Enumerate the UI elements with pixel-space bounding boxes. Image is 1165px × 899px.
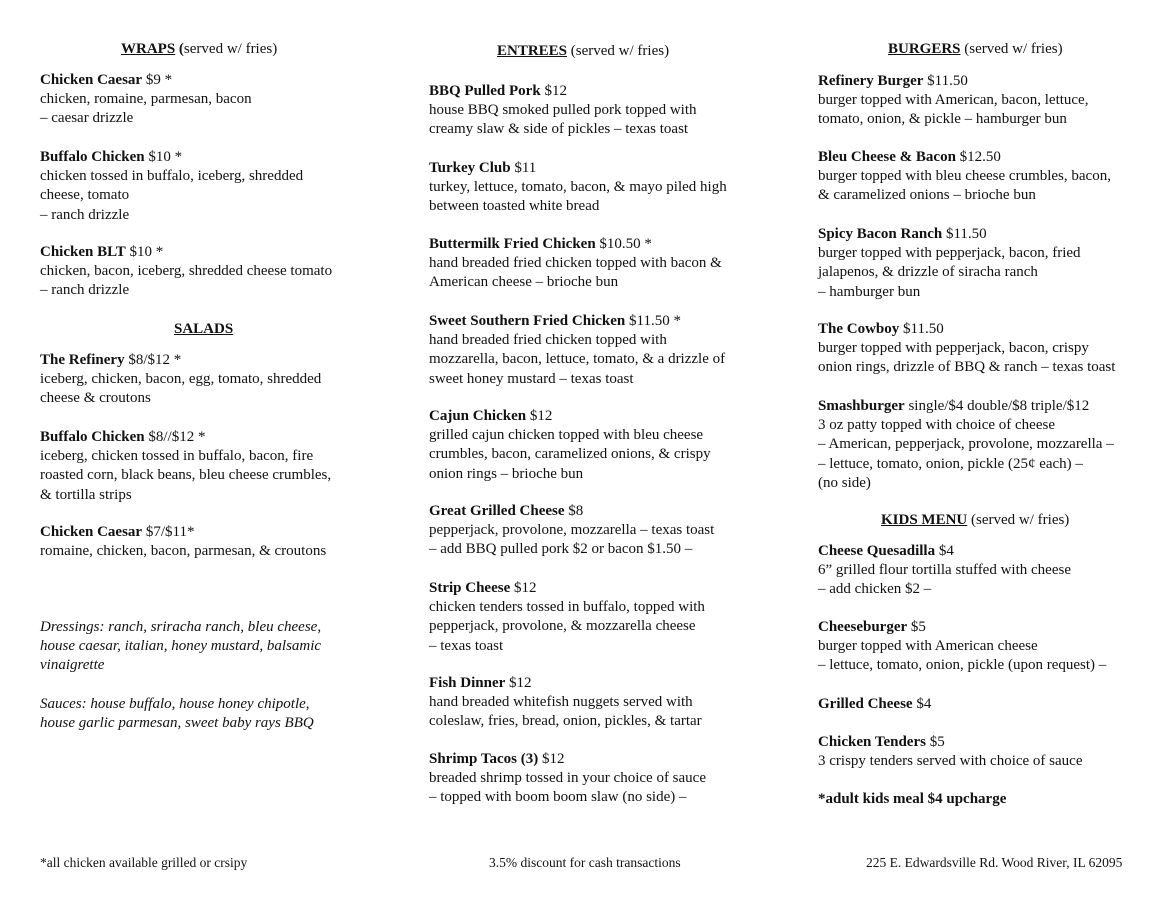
item-name: BBQ Pulled Pork <box>429 83 541 99</box>
item-name: Great Grilled Cheese <box>429 503 565 519</box>
item-desc: burger topped with pepperjack, bacon, fried <box>818 245 1081 262</box>
item-desc: 3 oz patty topped with choice of cheese <box>818 417 1055 434</box>
salads-title: SALADS <box>174 321 234 337</box>
item-desc: tomato, onion, & pickle – hamburger bun <box>818 111 1067 128</box>
wraps-heading <box>121 40 277 59</box>
item-desc: – add BBQ pulled pork $2 or bacon $1.50 – <box>429 541 693 558</box>
entrees-subtitle: (served w/ fries) <box>567 43 670 59</box>
item-desc: jalapenos, & drizzle of siracha ranch <box>818 264 1038 281</box>
item-desc: between toasted white bread <box>429 198 600 215</box>
dressings-note <box>40 618 321 676</box>
item-price: $8/$12 * <box>124 352 182 368</box>
dressings-line: vinaigrette <box>40 657 105 674</box>
item-price: single/$4 double/$8 triple/$12 <box>904 398 1090 414</box>
menu-item-the-cowboy <box>818 320 1115 378</box>
item-name: The Refinery <box>40 352 125 368</box>
menu-item-shrimp-tacos <box>429 750 706 808</box>
dressings-line: Dressings: ranch, sriracha ranch, bleu cheese, <box>40 619 322 635</box>
item-price: $5 <box>907 619 926 635</box>
item-name: Buffalo Chicken <box>40 429 145 445</box>
item-desc: coleslaw, fries, bread, onion, pickles, & tartar <box>429 713 702 730</box>
item-price: $11.50 * <box>625 313 681 329</box>
menu-item-spicy-bacon-ranch <box>818 225 1081 302</box>
menu-item-smashburger <box>818 397 1114 493</box>
item-desc: hand breaded fried chicken topped with bacon & <box>429 255 722 272</box>
item-desc: breaded shrimp tossed in your choice of sauce <box>429 770 706 787</box>
item-price: $4 <box>912 696 932 712</box>
menu-item-bbq-pulled-pork <box>429 82 696 140</box>
item-name: Spicy Bacon Ranch <box>818 226 943 242</box>
menu-item-fish-dinner <box>429 674 702 732</box>
item-desc: chicken, bacon, iceberg, shredded cheese tomato <box>40 263 333 280</box>
item-price: $11 <box>510 160 537 176</box>
item-desc: – topped with boom boom slaw (no side) – <box>429 789 687 806</box>
entrees-title: ENTREES <box>497 43 568 59</box>
item-desc: romaine, chicken, bacon, parmesan, & croutons <box>40 543 327 560</box>
menu-item-wrap-chicken-caesar <box>40 71 252 129</box>
item-name: Refinery Burger <box>818 73 924 89</box>
sauces-note <box>40 695 314 733</box>
kids-menu-subtitle: (served w/ fries) <box>967 512 1070 528</box>
item-name: Chicken Caesar <box>40 524 143 540</box>
burgers-heading <box>888 40 1063 59</box>
menu-item-chicken-tenders <box>818 733 1083 771</box>
item-desc: onion rings – brioche bun <box>429 465 584 482</box>
item-desc: 3 crispy tenders served with choice of sauce <box>818 753 1083 770</box>
item-name: Cheeseburger <box>818 619 908 635</box>
item-price: $12 <box>540 83 567 99</box>
menu-item-strip-cheese <box>429 579 705 656</box>
item-desc: – caesar drizzle <box>40 110 134 127</box>
item-desc: pepperjack, provolone, & mozzarella cheese <box>429 618 696 635</box>
item-desc: mozzarella, bacon, lettuce, tomato, & a drizzle of <box>429 351 726 368</box>
item-desc: onion rings, drizzle of BBQ & ranch – texas toast <box>818 359 1116 376</box>
item-desc: – texas toast <box>429 637 504 654</box>
item-price: $12.50 <box>955 149 1001 165</box>
item-desc: grilled cajun chicken topped with bleu cheese <box>429 427 704 444</box>
wraps-subtitle: served w/ fries) <box>183 41 278 57</box>
item-name: Turkey Club <box>429 160 511 176</box>
item-price: $10 * <box>125 244 164 260</box>
burgers-subtitle: (served w/ fries) <box>960 41 1063 57</box>
item-name: Cajun Chicken <box>429 408 527 424</box>
menu-item-salad-buffalo-chicken <box>40 428 331 505</box>
item-price: $10.50 * <box>595 236 652 252</box>
item-desc: hand breaded fried chicken topped with <box>429 332 667 349</box>
item-desc: chicken tenders tossed in buffalo, topped with <box>429 599 705 616</box>
item-price: $9 * <box>142 72 173 88</box>
sauces-line: Sauces: house buffalo, house honey chipotle, <box>40 696 310 712</box>
item-price: $12 <box>510 580 537 596</box>
footer-cash-discount: 3.5% discount for cash transactions <box>489 855 681 870</box>
sauces-line: house garlic parmesan, sweet baby rays BBQ <box>40 715 314 732</box>
item-name: Fish Dinner <box>429 675 506 691</box>
menu-item-cheese-quesadilla <box>818 542 1071 600</box>
item-price: $7/$11* <box>142 524 195 540</box>
item-desc: – hamburger bun <box>818 283 921 300</box>
item-desc: pepperjack, provolone, mozzarella – texas toast <box>429 522 715 539</box>
item-desc: roasted corn, black beans, bleu cheese crumbles, <box>40 467 332 484</box>
wraps-paren: ( <box>175 41 184 57</box>
item-desc: cheese & croutons <box>40 390 151 407</box>
item-price: $12 <box>538 751 565 767</box>
item-desc: – add chicken $2 – <box>818 581 932 598</box>
item-desc: burger topped with bleu cheese crumbles, bacon, <box>818 168 1111 185</box>
item-desc: burger topped with American, bacon, lettuce, <box>818 92 1089 109</box>
item-desc: creamy slaw & side of pickles – texas toast <box>429 121 689 138</box>
menu-item-cajun-chicken <box>429 407 711 484</box>
menu-item-kids-cheeseburger <box>818 618 1106 676</box>
item-name: Smashburger <box>818 398 905 414</box>
item-desc: – lettuce, tomato, onion, pickle (upon request) – <box>818 657 1107 674</box>
menu-item-great-grilled-cheese <box>429 502 714 560</box>
item-name: Shrimp Tacos (3) <box>429 751 539 767</box>
item-desc: hand breaded whitefish nuggets served with <box>429 694 693 711</box>
salads-heading <box>174 320 233 339</box>
item-price: $8 <box>564 503 584 519</box>
menu-item-buttermilk-fried-chicken <box>429 235 722 293</box>
item-name: Chicken Tenders <box>818 734 926 750</box>
item-price: $4 <box>935 543 954 559</box>
item-desc: cheese, tomato <box>40 187 130 204</box>
menu-item-bleu-cheese-bacon <box>818 148 1111 206</box>
item-desc: chicken, romaine, parmesan, bacon <box>40 91 252 108</box>
item-name: Chicken BLT <box>40 244 126 260</box>
item-desc: iceberg, chicken, bacon, egg, tomato, shredded <box>40 371 322 388</box>
item-name: Chicken Caesar <box>40 72 143 88</box>
kids-upcharge-note <box>818 790 1006 809</box>
item-price: $10 * <box>144 149 183 165</box>
item-name: Buffalo Chicken <box>40 149 145 165</box>
item-price: $12 <box>526 408 553 424</box>
menu-item-wrap-buffalo-chicken <box>40 148 303 225</box>
item-price: $5 <box>925 734 945 750</box>
item-desc: – lettuce, tomato, onion, pickle (25¢ each) – <box>818 455 1083 472</box>
entrees-heading <box>497 42 669 61</box>
item-desc: – American, pepperjack, provolone, mozzarella – <box>818 436 1114 453</box>
kids-menu-heading <box>881 511 1069 530</box>
item-desc: burger topped with American cheese <box>818 638 1038 655</box>
item-price: $12 <box>505 675 532 691</box>
kids-menu-title: KIDS MENU <box>881 512 968 528</box>
item-desc: turkey, lettuce, tomato, bacon, & mayo piled high <box>429 179 727 196</box>
item-name: Cheese Quesadilla <box>818 543 936 559</box>
footer-chicken-note: *all chicken available grilled or crsipy <box>40 855 248 870</box>
item-desc: – ranch drizzle <box>40 206 130 223</box>
dressings-line: house caesar, italian, honey mustard, balsamic <box>40 638 322 655</box>
item-desc: burger topped with pepperjack, bacon, crispy <box>818 340 1089 357</box>
item-desc: sweet honey mustard – texas toast <box>429 370 634 387</box>
item-name: The Cowboy <box>818 321 900 337</box>
item-name: Sweet Southern Fried Chicken <box>429 313 626 329</box>
item-desc: crumbles, bacon, caramelized onions, & crispy <box>429 446 711 463</box>
item-desc: & caramelized onions – brioche bun <box>818 187 1036 204</box>
menu-item-refinery-burger <box>818 72 1088 130</box>
item-price: $11.50 <box>923 73 968 89</box>
item-desc: (no side) <box>818 474 871 491</box>
item-name: Grilled Cheese <box>818 696 913 712</box>
menu-item-wrap-chicken-blt <box>40 243 332 301</box>
menu-item-turkey-club <box>429 159 727 217</box>
wraps-title: WRAPS <box>121 41 176 57</box>
item-desc: iceberg, chicken tossed in buffalo, bacon, fire <box>40 448 314 465</box>
item-price: $11.50 <box>942 226 987 242</box>
menu-item-kids-grilled-cheese <box>818 695 931 714</box>
upcharge-text: *adult kids meal $4 upcharge <box>818 791 1007 807</box>
item-desc: 6” grilled flour tortilla stuffed with cheese <box>818 562 1071 579</box>
menu-item-salad-refinery <box>40 351 321 409</box>
item-price: $8//$12 * <box>144 429 206 445</box>
item-desc: American cheese – brioche bun <box>429 274 619 291</box>
item-name: Bleu Cheese & Bacon <box>818 149 956 165</box>
item-desc: house BBQ smoked pulled pork topped with <box>429 102 697 119</box>
menu-item-salad-chicken-caesar <box>40 523 326 561</box>
item-desc: – ranch drizzle <box>40 282 130 299</box>
item-name: Strip Cheese <box>429 580 511 596</box>
footer-address: 225 E. Edwardsville Rd. Wood River, IL 62095 <box>866 855 1123 870</box>
item-price: $11.50 <box>899 321 944 337</box>
item-name: Buttermilk Fried Chicken <box>429 236 596 252</box>
menu-item-sweet-southern-fried-chicken <box>429 312 725 389</box>
item-desc: chicken tossed in buffalo, iceberg, shredded <box>40 168 304 185</box>
item-desc: & tortilla strips <box>40 486 132 503</box>
burgers-title: BURGERS <box>888 41 961 57</box>
